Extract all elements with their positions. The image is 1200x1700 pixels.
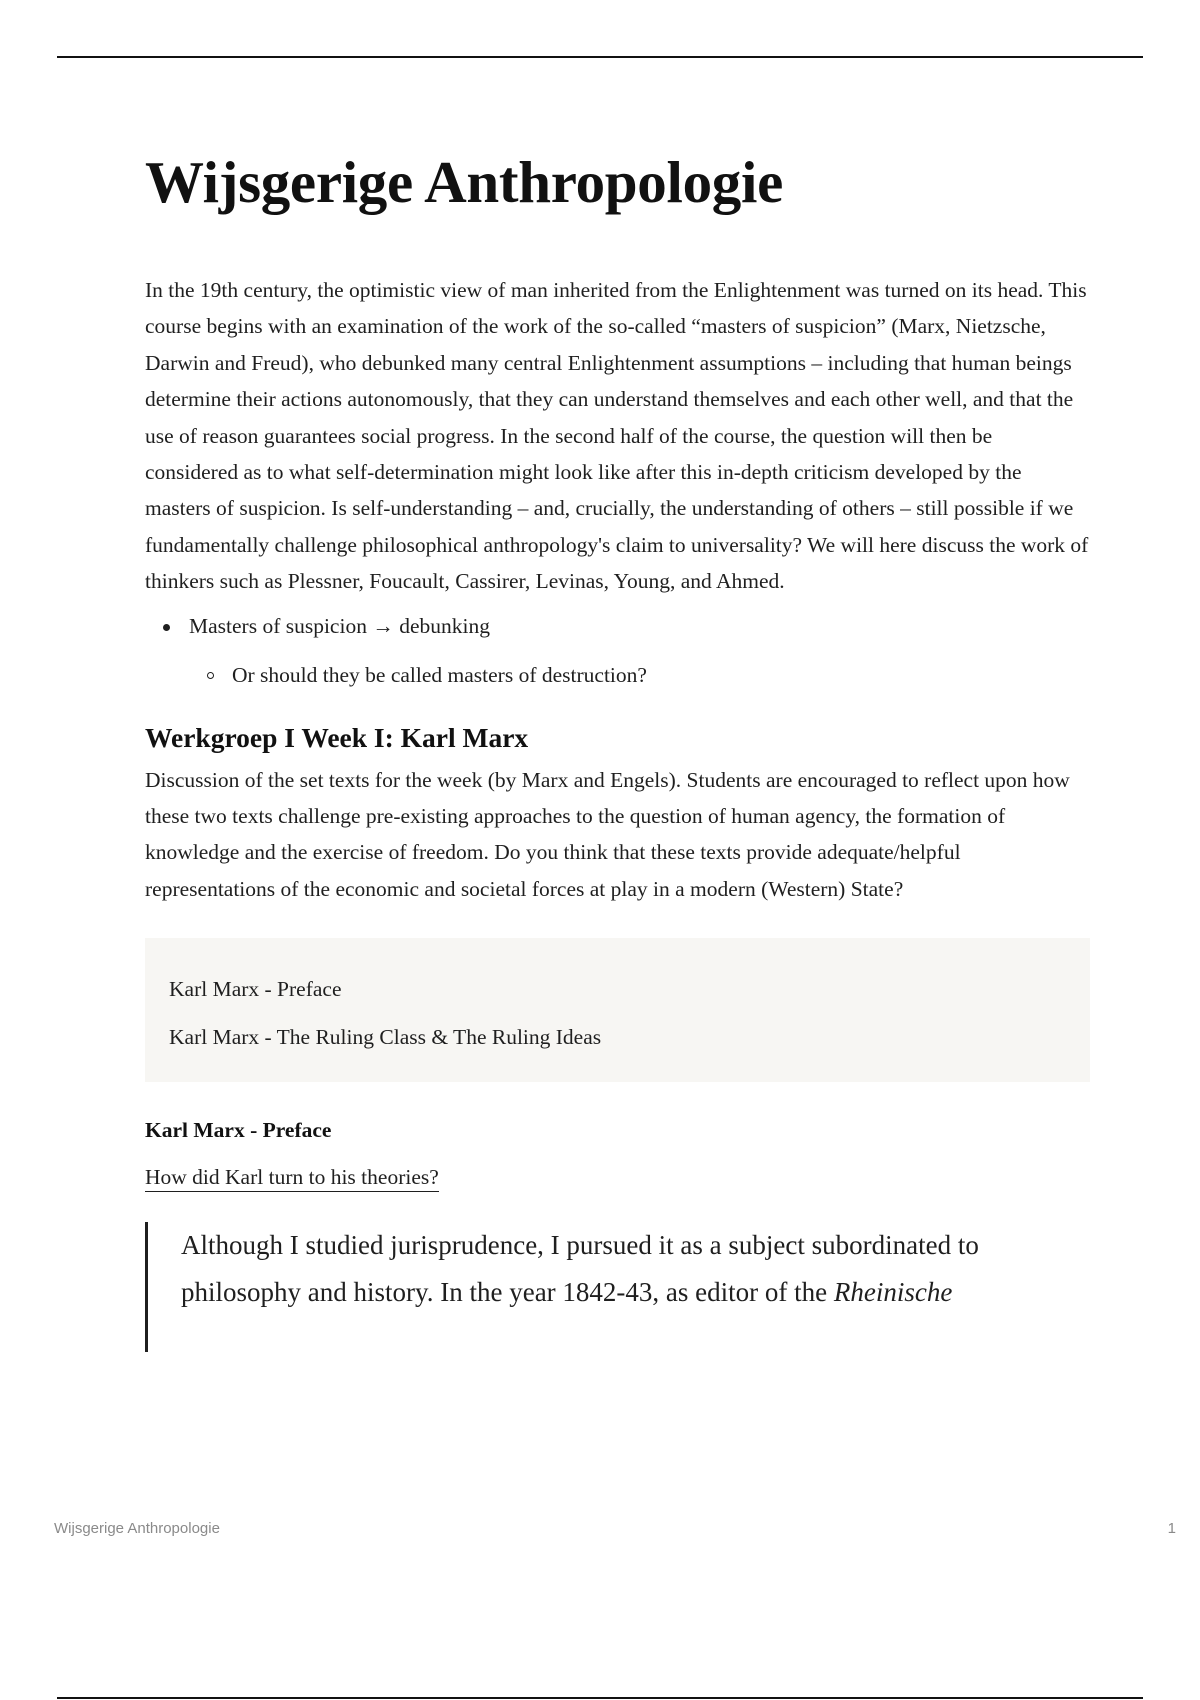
sub-list-item [232,660,1090,690]
sub-list-item-text: Or should they be called masters of destruction? [232,662,647,687]
top-divider [57,56,1143,58]
page-title: Wijsgerige Anthropologie [145,149,783,215]
list-item-text: Masters of suspicion → debunking [189,613,490,638]
section-heading: Werkgroep I Week I: Karl Marx [145,721,529,753]
preface-quote [145,1222,1090,1352]
section-paragraph: Discussion of the set texts for the week (by Marx and Engels). Students are encouraged to reflect upon how these two texts challenge pre-existing approaches to the question of human agency, the formation of knowledge and the exercise of freedom. Do you think that these texts provide adequate/helpful representations of the economic and societal forces at play in a modern (Western) State? [145,767,1070,901]
footer-page-number: 1 [1167,1520,1176,1537]
footer-document-title: Wijsgerige Anthropologie [54,1520,220,1537]
bullet-list [145,611,1090,690]
callout-link-ruling-class[interactable]: Karl Marx - The Ruling Class & The Ruling Ideas [169,1025,602,1050]
intro-paragraph: In the 19th century, the optimistic view of man inherited from the Enlightenment was turned on its head. This course begins with an examination of the work of the so-called “masters of suspicion” (Marx, Nietzsche, Darwin and Freud), who debunked many central Enlightenment assumptions – including that human beings determine their actions autonomously, that they can understand themselves and each other well, and that the use of reason guarantees social progress. In the second half of the course, the question will then be considered as to what self-determination might look like after this in-depth criticism developed by the masters of suspicion. Is self-understanding – and, crucially, the understanding of others – still possible if we fundamentally challenge philosophical anthropology's claim to universality? We will here discuss the work of thinkers such as Plessner, Foucault, Cassirer, Levinas, Young, and Ahmed. [145,278,1089,594]
bottom-divider [57,1697,1143,1699]
quote-italic-text: Rheinische [833,1276,953,1307]
sub-bullet-list [189,660,1090,690]
quote-text: Although I studied jurisprudence, I pursued it as a subject subordinated to philosophy and history. In the year 1842-43, as editor of the [181,1230,979,1307]
callout-link-preface[interactable]: Karl Marx - Preface [169,977,342,1002]
preface-question: How did Karl turn to his theories? [145,1163,439,1192]
preface-heading: Karl Marx - Preface [145,1118,332,1143]
callout-box [145,938,1090,1082]
list-item [189,611,1090,690]
page-content [145,140,1090,1352]
